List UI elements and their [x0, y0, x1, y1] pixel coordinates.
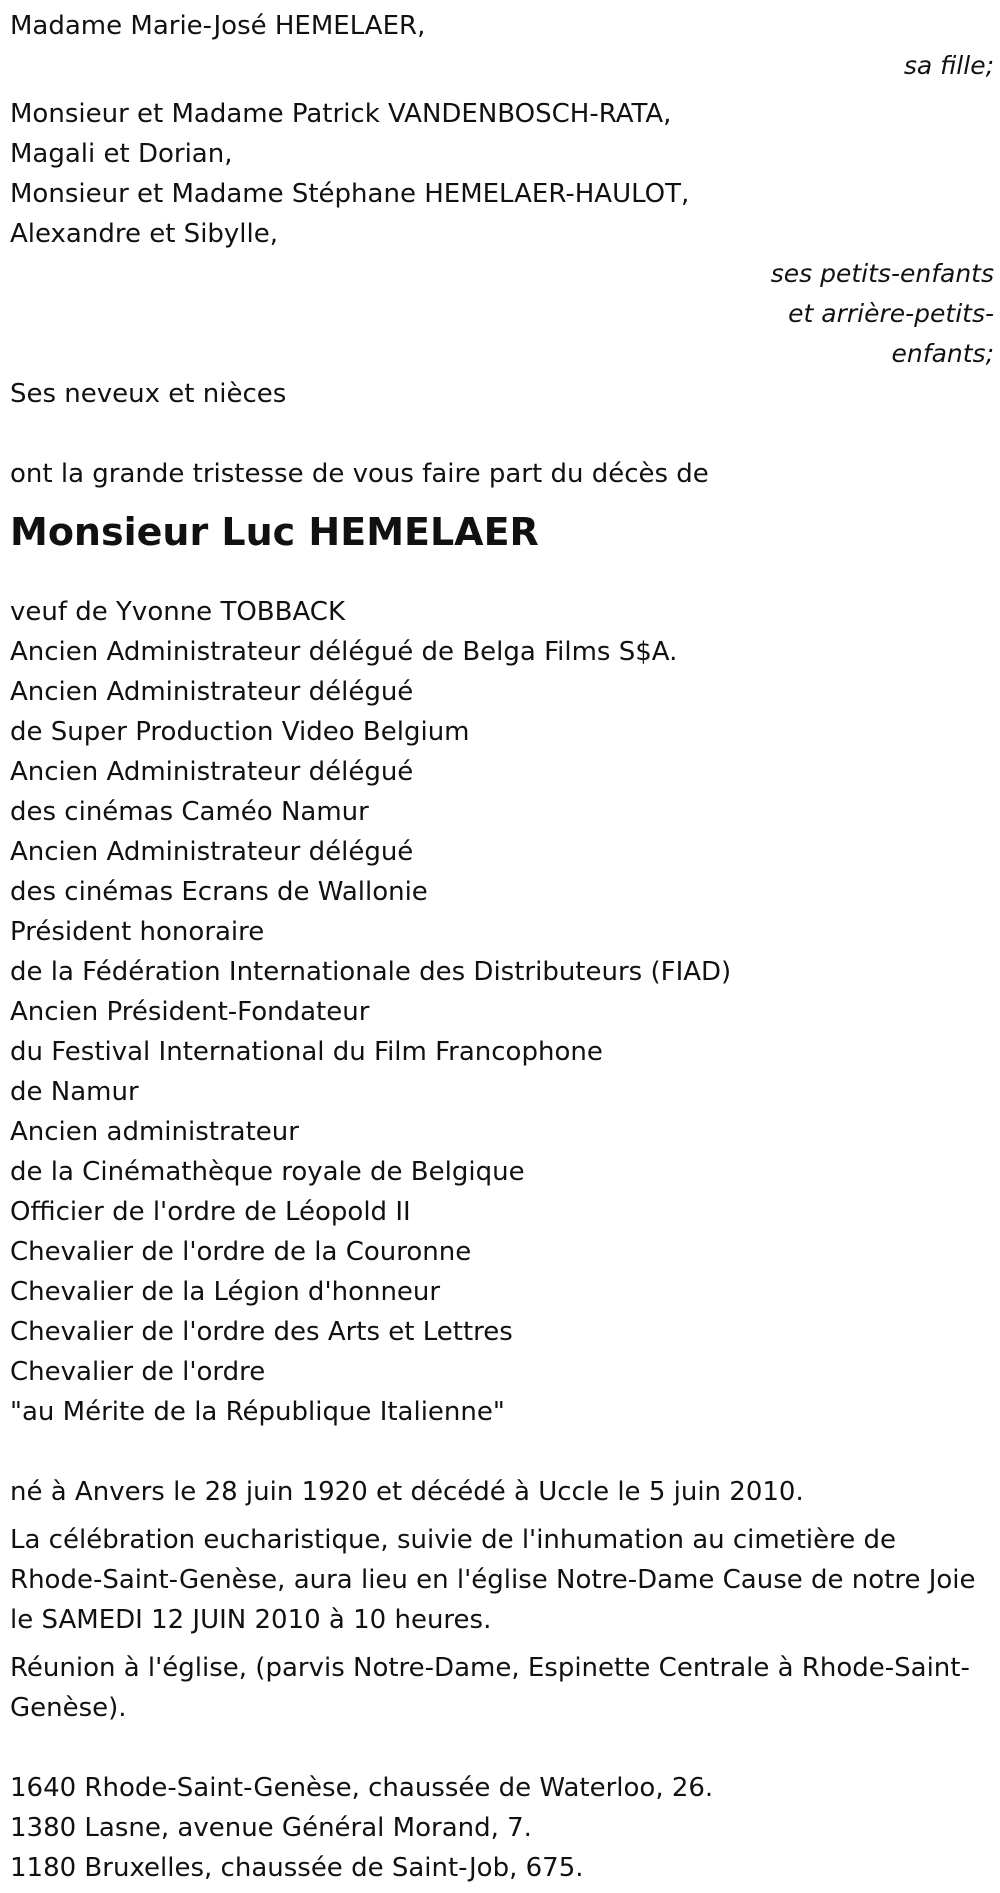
ceremony-paragraph: La célébration eucharistique, suivie de l'inhumation au cimetière de Rhode-Saint-Genèse, aura lieu en l'église Notre-Dame Cause de notre Joie le SAMEDI 12 JUIN 2010 à 10 heures. — [10, 1525, 976, 1635]
title-line: de Namur — [10, 1077, 139, 1107]
title-line: veuf de Yvonne TOBBACK — [10, 597, 345, 627]
title-line: "au Mérite de la République Italienne" — [10, 1397, 505, 1427]
title-line: Ancien Administrateur délégué — [10, 837, 414, 867]
title-line: Chevalier de l'ordre des Arts et Lettres — [10, 1317, 513, 1347]
grandchildren-line: Alexandre et Sibylle, — [10, 219, 279, 249]
announcement-line: ont la grande tristesse de vous faire part du décès de — [10, 459, 709, 489]
title-line: Chevalier de la Légion d'honneur — [10, 1277, 441, 1307]
address-line: 1180 Bruxelles, chaussée de Saint-Job, 675. — [10, 1853, 584, 1883]
title-line: Officier de l'ordre de Léopold II — [10, 1197, 411, 1227]
grandchildren-line: Monsieur et Madame Patrick VANDENBOSCH-RATA, — [10, 99, 672, 129]
deceased-name: Monsieur Luc HEMELAER — [10, 510, 539, 554]
title-line: Chevalier de l'ordre — [10, 1357, 266, 1387]
addresses-list — [10, 1768, 1000, 1888]
grandchildren-role-line: ses petits-enfants — [770, 259, 994, 288]
grandchildren-role-line: et arrière-petits- — [788, 299, 994, 328]
daughter-role: sa fille; — [903, 51, 994, 80]
title-line: Ancien Président-Fondateur — [10, 997, 370, 1027]
grandchildren-line: Monsieur et Madame Stéphane HEMELAER-HAULOT, — [10, 179, 690, 209]
birth-death-line: né à Anvers le 28 juin 1920 et décédé à Uccle le 5 juin 2010. — [10, 1477, 804, 1507]
grandchildren-role-line: enfants; — [891, 339, 994, 368]
address-line: 1640 Rhode-Saint-Genèse, chaussée de Waterloo, 26. — [10, 1773, 714, 1803]
title-line: Ancien administrateur — [10, 1117, 299, 1147]
title-line: de Super Production Video Belgium — [10, 717, 470, 747]
address-line: 1380 Lasne, avenue Général Morand, 7. — [10, 1813, 532, 1843]
title-line: de la Fédération Internationale des Distributeurs (FIAD) — [10, 957, 732, 987]
titles-list — [10, 592, 1000, 1432]
meeting-paragraph: Réunion à l'église, (parvis Notre-Dame, Espinette Centrale à Rhode-Saint-Genèse). — [10, 1653, 970, 1723]
title-line: des cinémas Ecrans de Wallonie — [10, 877, 428, 907]
title-line: Ancien Administrateur délégué — [10, 677, 414, 707]
grandchildren-line: Magali et Dorian, — [10, 139, 233, 169]
title-line: Chevalier de l'ordre de la Couronne — [10, 1237, 472, 1267]
title-line: Ancien Administrateur délégué de Belga Films S$A. — [10, 637, 678, 667]
title-line: Président honoraire — [10, 917, 265, 947]
title-line: du Festival International du Film Francophone — [10, 1037, 603, 1067]
title-line: de la Cinémathèque royale de Belgique — [10, 1157, 525, 1187]
title-line: des cinémas Caméo Namur — [10, 797, 369, 827]
nephews-line: Ses neveux et nièces — [10, 379, 287, 409]
title-line: Ancien Administrateur délégué — [10, 757, 414, 787]
daughter-name: Madame Marie-José HEMELAER, — [10, 11, 426, 41]
